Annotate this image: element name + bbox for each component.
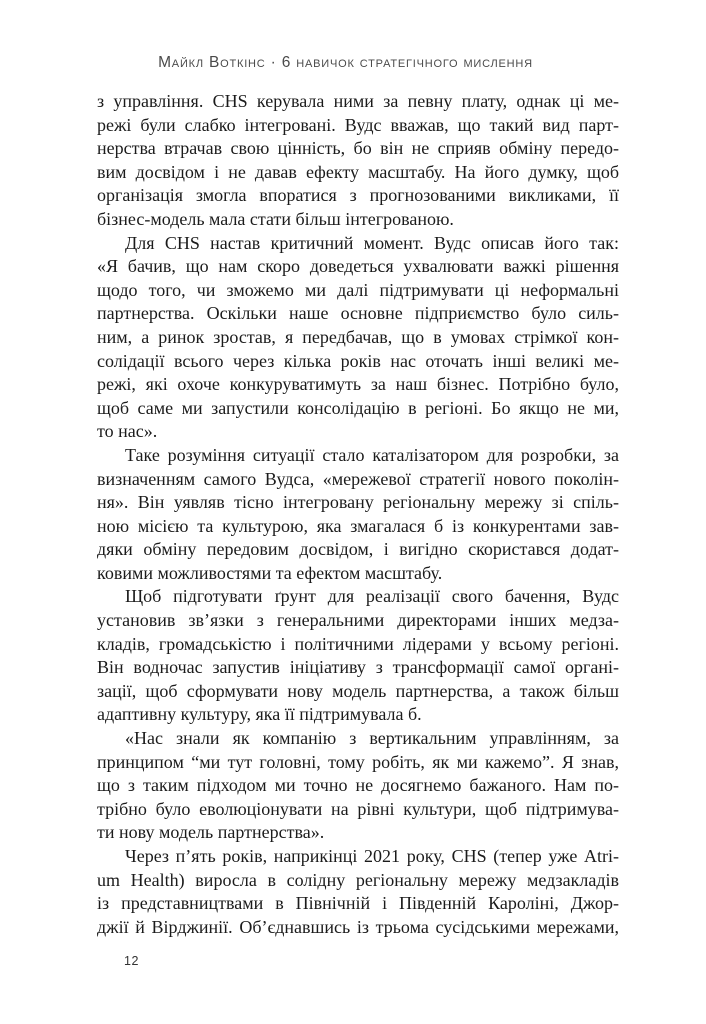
body-line: ти нову модель партнерства». <box>97 822 325 843</box>
body-line: партнерства. Оскільки наше основне підприємство було силь- <box>97 303 619 324</box>
body-line: Він водночас запустив ініціативу з трансформації самої органі- <box>97 657 619 678</box>
body-line: Для CHS настав критичний момент. Вудс описав його так: <box>125 232 619 253</box>
body-line: трібно було еволюціонувати на рівні культури, щоб підтримува- <box>97 798 619 819</box>
body-line: «Нас знали як компанію з вертикальним управлінням, за <box>125 728 619 749</box>
body-line: ним, а ринок зростав, я передбачав, що в умовах стрімкої кон- <box>97 326 619 347</box>
body-line: кладів, громадськістю і політичними лідерами у всьому регіоні. <box>97 633 619 654</box>
body-line: щоб саме ми запустили консолідацію в регіоні. Бо якщо не ми, <box>97 397 619 418</box>
body-line: установив зв’язки з генеральними директорами інших медза- <box>97 610 619 631</box>
body-line: принципом “ми тут головні, тому робіть, як ми кажемо”. Я знав, <box>97 751 619 772</box>
body-line: то нас». <box>97 421 158 442</box>
body-line: визначенням самого Вудса, «мережевої стратегії нового поколін- <box>97 468 619 489</box>
body-line: ною місією та культурою, яка змагалася б із конкурентами зав- <box>97 515 619 536</box>
body-line: джії й Вірджинії. Об’єднавшись із трьома сусідськими мережами, <box>97 916 619 937</box>
body-line: режі, які охоче конкуруватимуть за наш бізнес. Потрібно було, <box>97 374 619 395</box>
body-line: організація змогла впоратися з прогнозованими викликами, її <box>97 185 619 206</box>
body-line: що з таким підходом ми точно не досягнемо бажаного. Нам по- <box>97 775 619 796</box>
body-line: режі були слабко інтегровані. Вудс вважав, що такий вид парт- <box>97 114 619 135</box>
body-line: um Health) виросла в солідну регіональну мережу медзакладів <box>97 869 619 890</box>
body-line: бізнес-модель мала стати більш інтегрованою. <box>97 208 454 229</box>
body-line: «Я бачив, що нам скоро доведеться ухвалювати важкі рішення <box>97 256 619 277</box>
body-line: з управління. CHS керувала ними за певну плату, однак ці ме- <box>97 91 619 111</box>
body-line: Таке розуміння ситуації стало каталізатором для розробки, за <box>125 444 619 465</box>
body-line: ня». Він уявляв тісно інтегровану регіональну мережу зі спіль- <box>97 492 619 513</box>
body-line: Щоб підготувати ґрунт для реалізації свого бачення, Вудс <box>125 586 619 607</box>
body-line: нерства втрачав свою цінність, бо він не сприяв обміну передо- <box>97 138 619 159</box>
text-block <box>97 90 619 939</box>
body-line: Через п’ять років, наприкінці 2021 року, CHS (тепер уже Atri- <box>125 846 619 866</box>
body-line: солідації всього через кілька років нас оточать інші великі ме- <box>97 350 619 371</box>
body-line: із представництвами в Північній і Південній Кароліні, Джор- <box>97 893 619 914</box>
body-line: зації, щоб сформувати нову модель партнерства, а також більш <box>97 680 619 701</box>
page-number: 12 <box>124 954 139 968</box>
running-head: Майкл Воткінс · 6 навичок стратегічного мислення <box>158 54 533 71</box>
body-line: ковими можливостями та ефектом масштабу. <box>97 562 443 583</box>
body-line: вим досвідом і не давав ефекту масштабу. На його думку, щоб <box>97 161 619 182</box>
body-line: щодо того, чи зможемо ми далі підтримувати ці неформальні <box>97 279 619 300</box>
body-line: дяки обміну передовим досвідом, і вигідно скористався додат- <box>97 539 619 560</box>
body-line: адаптивну культуру, яка її підтримувала б. <box>97 704 422 725</box>
